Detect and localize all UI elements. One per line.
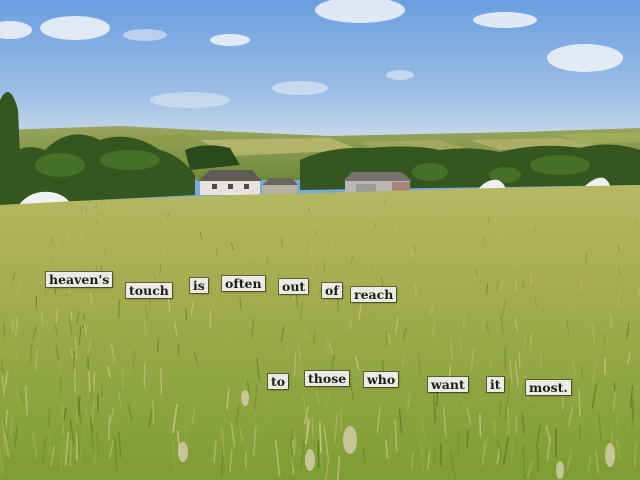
grass-blade: [519, 352, 520, 368]
grass-blade: [161, 368, 162, 394]
poem-word: most.: [526, 380, 571, 395]
grass-blade: [71, 312, 72, 320]
poem-word: out: [279, 279, 308, 294]
poem-word: who: [364, 372, 398, 387]
grass-blade: [109, 416, 110, 439]
grass-blade: [70, 441, 71, 465]
grass-blade: [412, 453, 413, 469]
grass-blade: [506, 403, 507, 419]
grass-blade: [50, 431, 51, 456]
poem-word: to: [268, 374, 288, 389]
grass-blade: [579, 390, 580, 416]
grass-blade: [531, 334, 532, 351]
poem-word: want: [428, 377, 468, 392]
grass-blade: [494, 420, 495, 435]
poem-word: often: [222, 276, 265, 291]
grass-blade: [307, 417, 308, 436]
grass-blade: [61, 440, 62, 472]
grass-blade: [89, 372, 90, 392]
poem-word: it: [487, 377, 504, 392]
grass-blade: [459, 342, 460, 355]
poem-word: touch: [126, 283, 172, 298]
grass-blade: [122, 367, 123, 389]
grass-blade: [314, 332, 315, 345]
grass-blade: [72, 319, 73, 328]
poem-word: of: [322, 283, 342, 298]
poem-word: reach: [351, 287, 396, 302]
grass-blade: [119, 301, 120, 317]
grass-blade: [613, 365, 614, 375]
grass-blade: [97, 432, 98, 454]
grass-blade: [480, 414, 481, 436]
poem-word: is: [190, 278, 208, 293]
grass-blade: [240, 298, 241, 308]
grass-blade: [635, 443, 636, 467]
grass-blade: [63, 406, 64, 435]
grass-blade: [153, 400, 154, 423]
poem-word: those: [305, 371, 349, 386]
poem-word: heaven's: [46, 272, 112, 287]
grass-blade: [458, 430, 459, 454]
grass-blade: [483, 318, 484, 333]
grass-blade: [523, 446, 524, 477]
